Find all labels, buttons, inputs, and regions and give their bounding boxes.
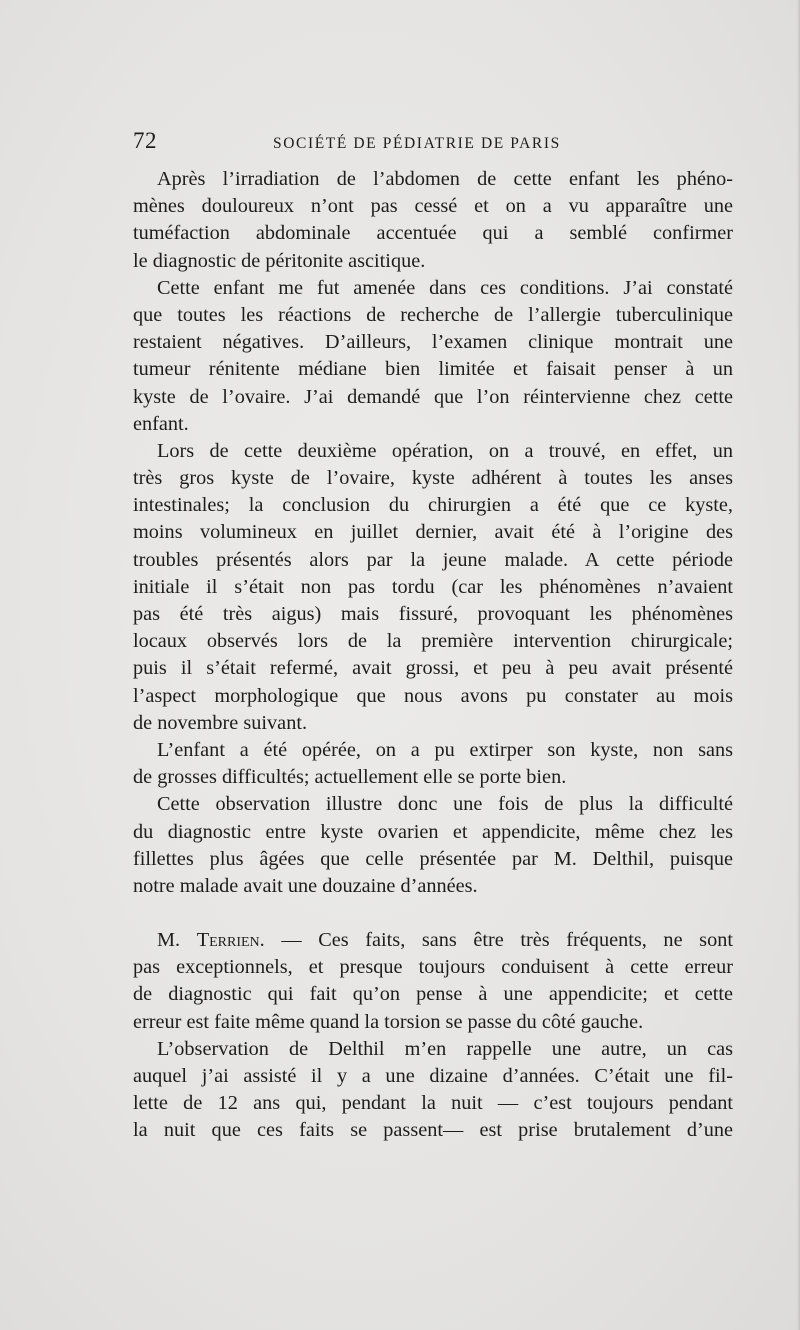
body-text [133, 166, 733, 1145]
text-line: mènes douloureux n’ont pas cessé et on a vu apparaître une [133, 195, 733, 218]
text-line: Cette observation illustre donc une fois de plus la difficulté [157, 793, 733, 816]
text-line: de grosses difficultés; actuellement elle se porte bien. [133, 766, 567, 789]
text-line: intestinales; la conclusion du chirurgien a été que ce kyste, [133, 494, 733, 517]
text-line: pas exceptionnels, et presque toujours conduisent à cette erreur [133, 956, 733, 979]
speaker-dash: . — [259, 929, 319, 952]
text-line: Après l’irradiation de l’abdomen de cette enfant les phéno- [157, 168, 733, 190]
text-line: L’enfant a été opérée, on a pu extirper son kyste, non sans [157, 738, 733, 761]
paragraph-1 [133, 166, 733, 275]
text-line: restaient négatives. D’ailleurs, l’examen clinique montrait une [133, 331, 733, 354]
page-header [133, 128, 733, 158]
text-line: Lors de cette deuxième opération, on a trouvé, en effet, un [157, 439, 733, 462]
paragraph-3 [133, 438, 733, 737]
speaker-first-line: Ces faits, sans être très fréquents, ne sont [318, 929, 733, 952]
text-line: le diagnostic de péritonite ascitique. [133, 249, 426, 272]
text-line: de novembre suivant. [133, 711, 308, 734]
text-line: tuméfaction abdominale accentuée qui a semblé confirmer [133, 222, 733, 245]
text-line: notre malade avait une douzaine d’années. [133, 874, 478, 897]
section-gap [133, 900, 733, 927]
speaker-name: Terrien [196, 929, 260, 952]
text-line: initiale il s’était non pas tordu (car les phénomènes n’avaient [133, 575, 733, 598]
text-line: tumeur rénitente médiane bien limitée et faisait penser à un [133, 358, 733, 381]
text-line: la nuit que ces faits se passent— est prise brutalement d’une [133, 1119, 733, 1142]
text-line: erreur est faite même quand la torsion se passe du côté gauche. [133, 1010, 644, 1033]
text-line: troubles présentés alors par la jeune malade. A cette période [133, 548, 733, 571]
text-line: du diagnostic entre kyste ovarien et appendicite, même chez les [133, 820, 733, 843]
text-line: moins volumineux en juillet dernier, avait été à l’origine des [133, 521, 733, 544]
text-line: kyste de l’ovaire. J’ai demandé que l’on réintervienne chez cette [133, 385, 733, 408]
speaker-paragraph [133, 927, 733, 1036]
text-line: très gros kyste de l’ovaire, kyste adhérent à toutes les anses [133, 467, 733, 490]
paragraph-last [133, 1036, 733, 1145]
text-line: de diagnostic qui fait qu’on pense à une appendicite; et cette [133, 983, 733, 1006]
paragraph-5 [133, 791, 733, 900]
text-line: puis il s’était refermé, avait grossi, et peu à peu avait présenté [133, 657, 733, 680]
text-line: L’observation de Delthil m’en rappelle une autre, un cas [157, 1037, 733, 1060]
paragraph-4 [133, 737, 733, 791]
running-head: SOCIÉTÉ DE PÉDIATRIE DE PARIS [273, 135, 561, 152]
text-line [133, 927, 733, 954]
text-line: pas été très aigus) mais fissuré, provoquant les phénomènes [133, 603, 733, 625]
text-line: locaux observés lors de la première intervention chirurgicale; [133, 630, 733, 653]
page-number: 72 [133, 128, 157, 153]
text-line: que toutes les réactions de recherche de l’allergie tuberculinique [133, 303, 733, 326]
speaker-prefix: M. [157, 929, 197, 952]
text-line: fillettes plus âgées que celle présentée par M. Delthil, puisque [133, 847, 733, 870]
paragraph-2 [133, 275, 733, 438]
text-line: Cette enfant me fut amenée dans ces conditions. J’ai constaté [157, 276, 733, 299]
text-line: auquel j’ai assisté il y a une dizaine d’années. C’était une fil- [133, 1065, 733, 1087]
text-line: lette de 12 ans qui, pendant la nuit — c’est toujours pendant [133, 1092, 733, 1115]
text-line: l’aspect morphologique que nous avons pu constater au mois [133, 684, 733, 707]
text-line: enfant. [133, 412, 189, 435]
